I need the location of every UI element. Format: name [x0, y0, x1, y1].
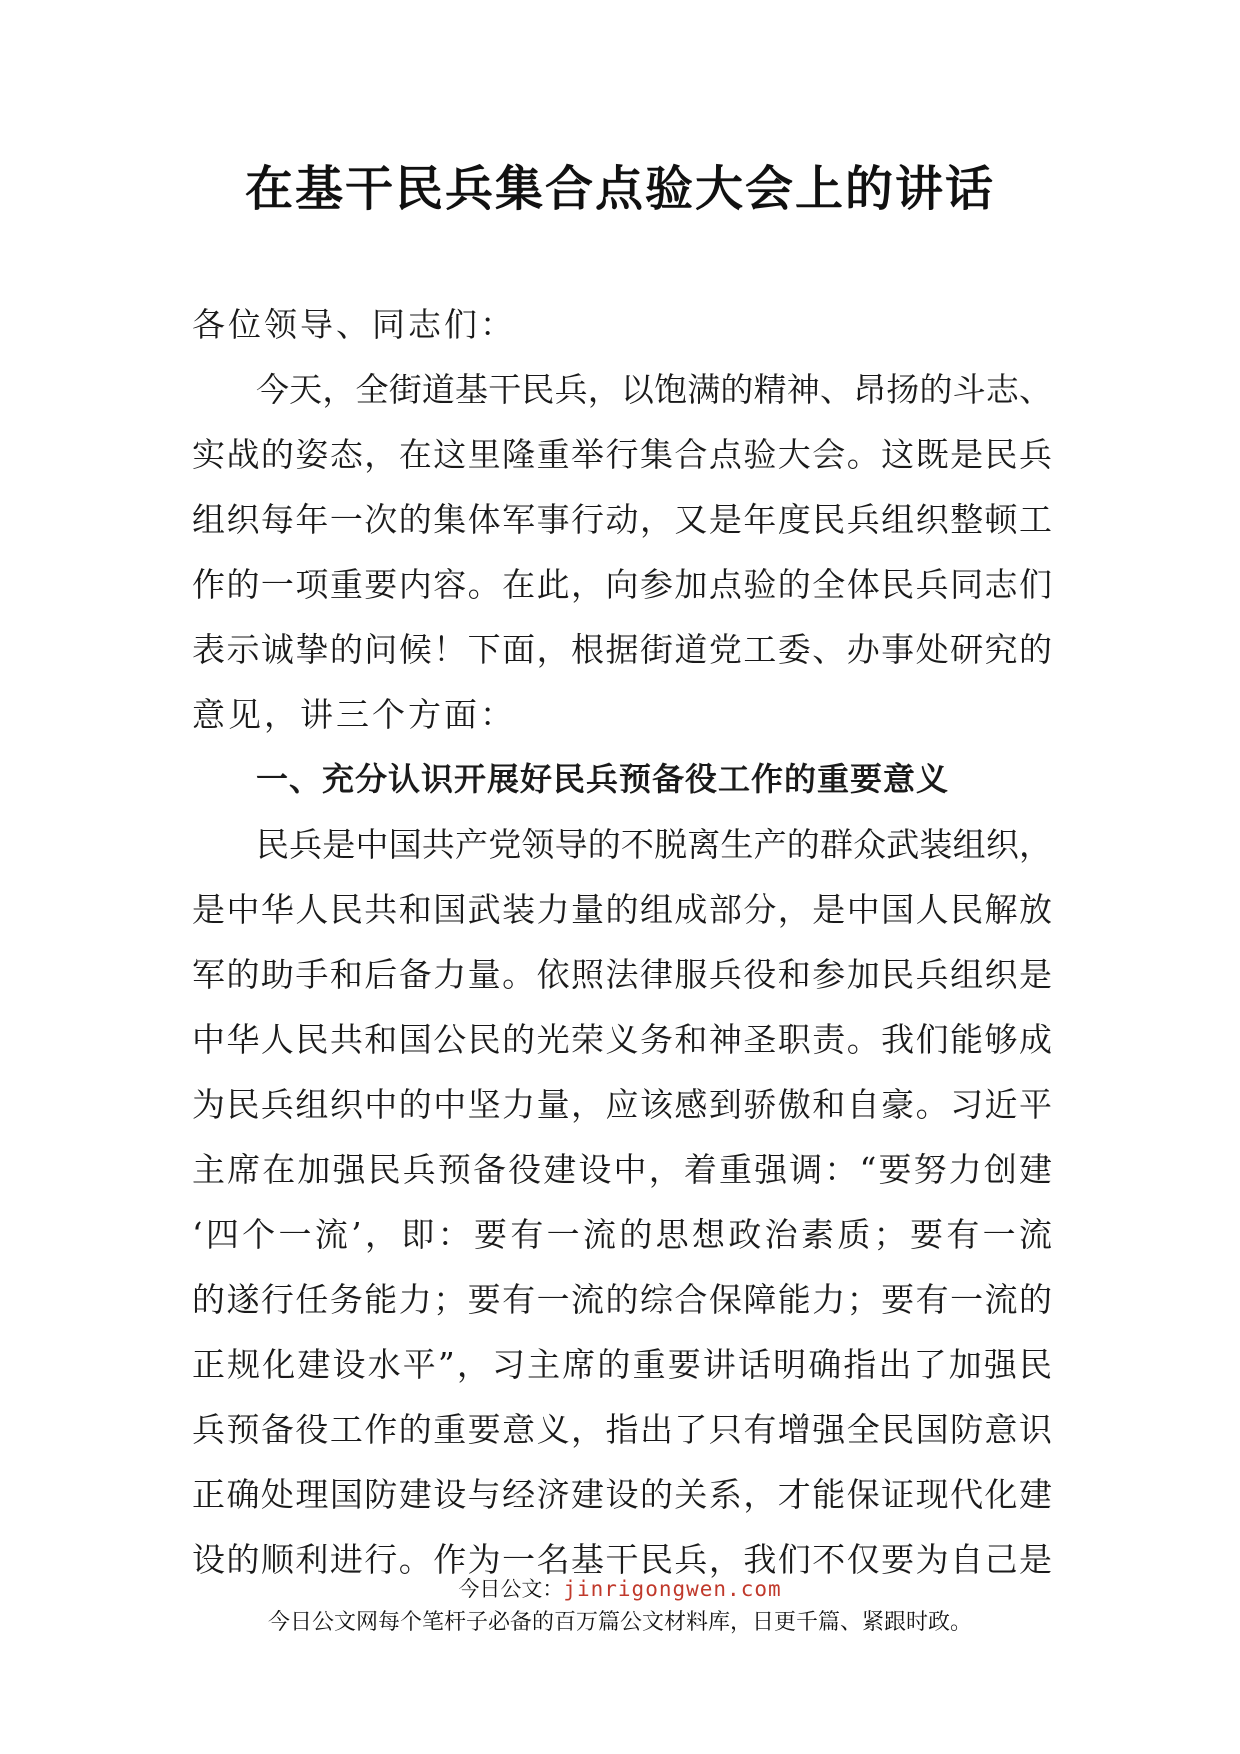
paragraph-line: 正确处理国防建设与经济建设的关系，才能保证现代化建 — [192, 1475, 1052, 1514]
paragraph-line: 军的助手和后备力量。依照法律服兵役和参加民兵组织是 — [192, 955, 1052, 994]
paragraph-line: 组织每年一次的集体军事行动，又是年度民兵组织整顿工 — [192, 500, 1052, 539]
footer-site-label: 今日公文： — [458, 1577, 564, 1601]
paragraph-line: 设的顺利进行。作为一名基干民兵，我们不仅要为自己是 — [192, 1540, 1052, 1579]
paragraph-1 — [192, 357, 1052, 747]
paragraph-line: ‘四个一流’，即：要有一流的思想政治素质；要有一流 — [192, 1215, 1052, 1254]
paragraph-line: 的遂行任务能力；要有一流的综合保障能力；要有一流的 — [192, 1280, 1052, 1319]
footer-site-line — [0, 1572, 1240, 1606]
paragraph-line: 作的一项重要内容。在此，向参加点验的全体民兵同志们 — [192, 565, 1052, 604]
footer-site-link[interactable]: jinrigongwen.com — [563, 1577, 782, 1601]
salutation: 各位领导、同志们： — [192, 305, 516, 344]
paragraph-line: 实战的姿态，在这里隆重举行集合点验大会。这既是民兵 — [192, 435, 1052, 474]
paragraph-line: 今天，全街道基干民兵，以饱满的精神、昂扬的斗志、 — [256, 370, 1052, 409]
paragraph-line: 兵预备役工作的重要意义，指出了只有增强全民国防意识 — [192, 1410, 1052, 1449]
paragraph-line: 意见，讲三个方面： — [192, 695, 516, 734]
document-body — [192, 292, 1052, 1592]
page-footer — [0, 1572, 1240, 1640]
paragraph-line: 是中华人民共和国武装力量的组成部分，是中国人民解放 — [192, 890, 1052, 929]
paragraph-line: 正规化建设水平”，习主席的重要讲话明确指出了加强民 — [192, 1345, 1052, 1384]
section-heading-1: 一、充分认识开展好民兵预备役工作的重要意义 — [256, 760, 950, 798]
paragraph-2 — [192, 812, 1052, 1592]
paragraph-line: 表示诚挚的问候！下面，根据街道党工委、办事处研究的 — [192, 630, 1052, 669]
paragraph-line: 民兵是中国共产党领导的不脱离生产的群众武装组织， — [256, 825, 1052, 864]
paragraph-line: 中华人民共和国公民的光荣义务和神圣职责。我们能够成 — [192, 1020, 1052, 1059]
paragraph-line: 为民兵组织中的中坚力量，应该感到骄傲和自豪。习近平 — [192, 1085, 1052, 1124]
paragraph-line: 主席在加强民兵预备役建设中，着重强调：“要努力创建 — [192, 1150, 1052, 1189]
footer-slogan: 今日公文网每个笔杆子必备的百万篇公文材料库，日更千篇、紧跟时政。 — [267, 1610, 972, 1635]
document-title: 在基干民兵集合点验大会上的讲话 — [244, 161, 995, 217]
